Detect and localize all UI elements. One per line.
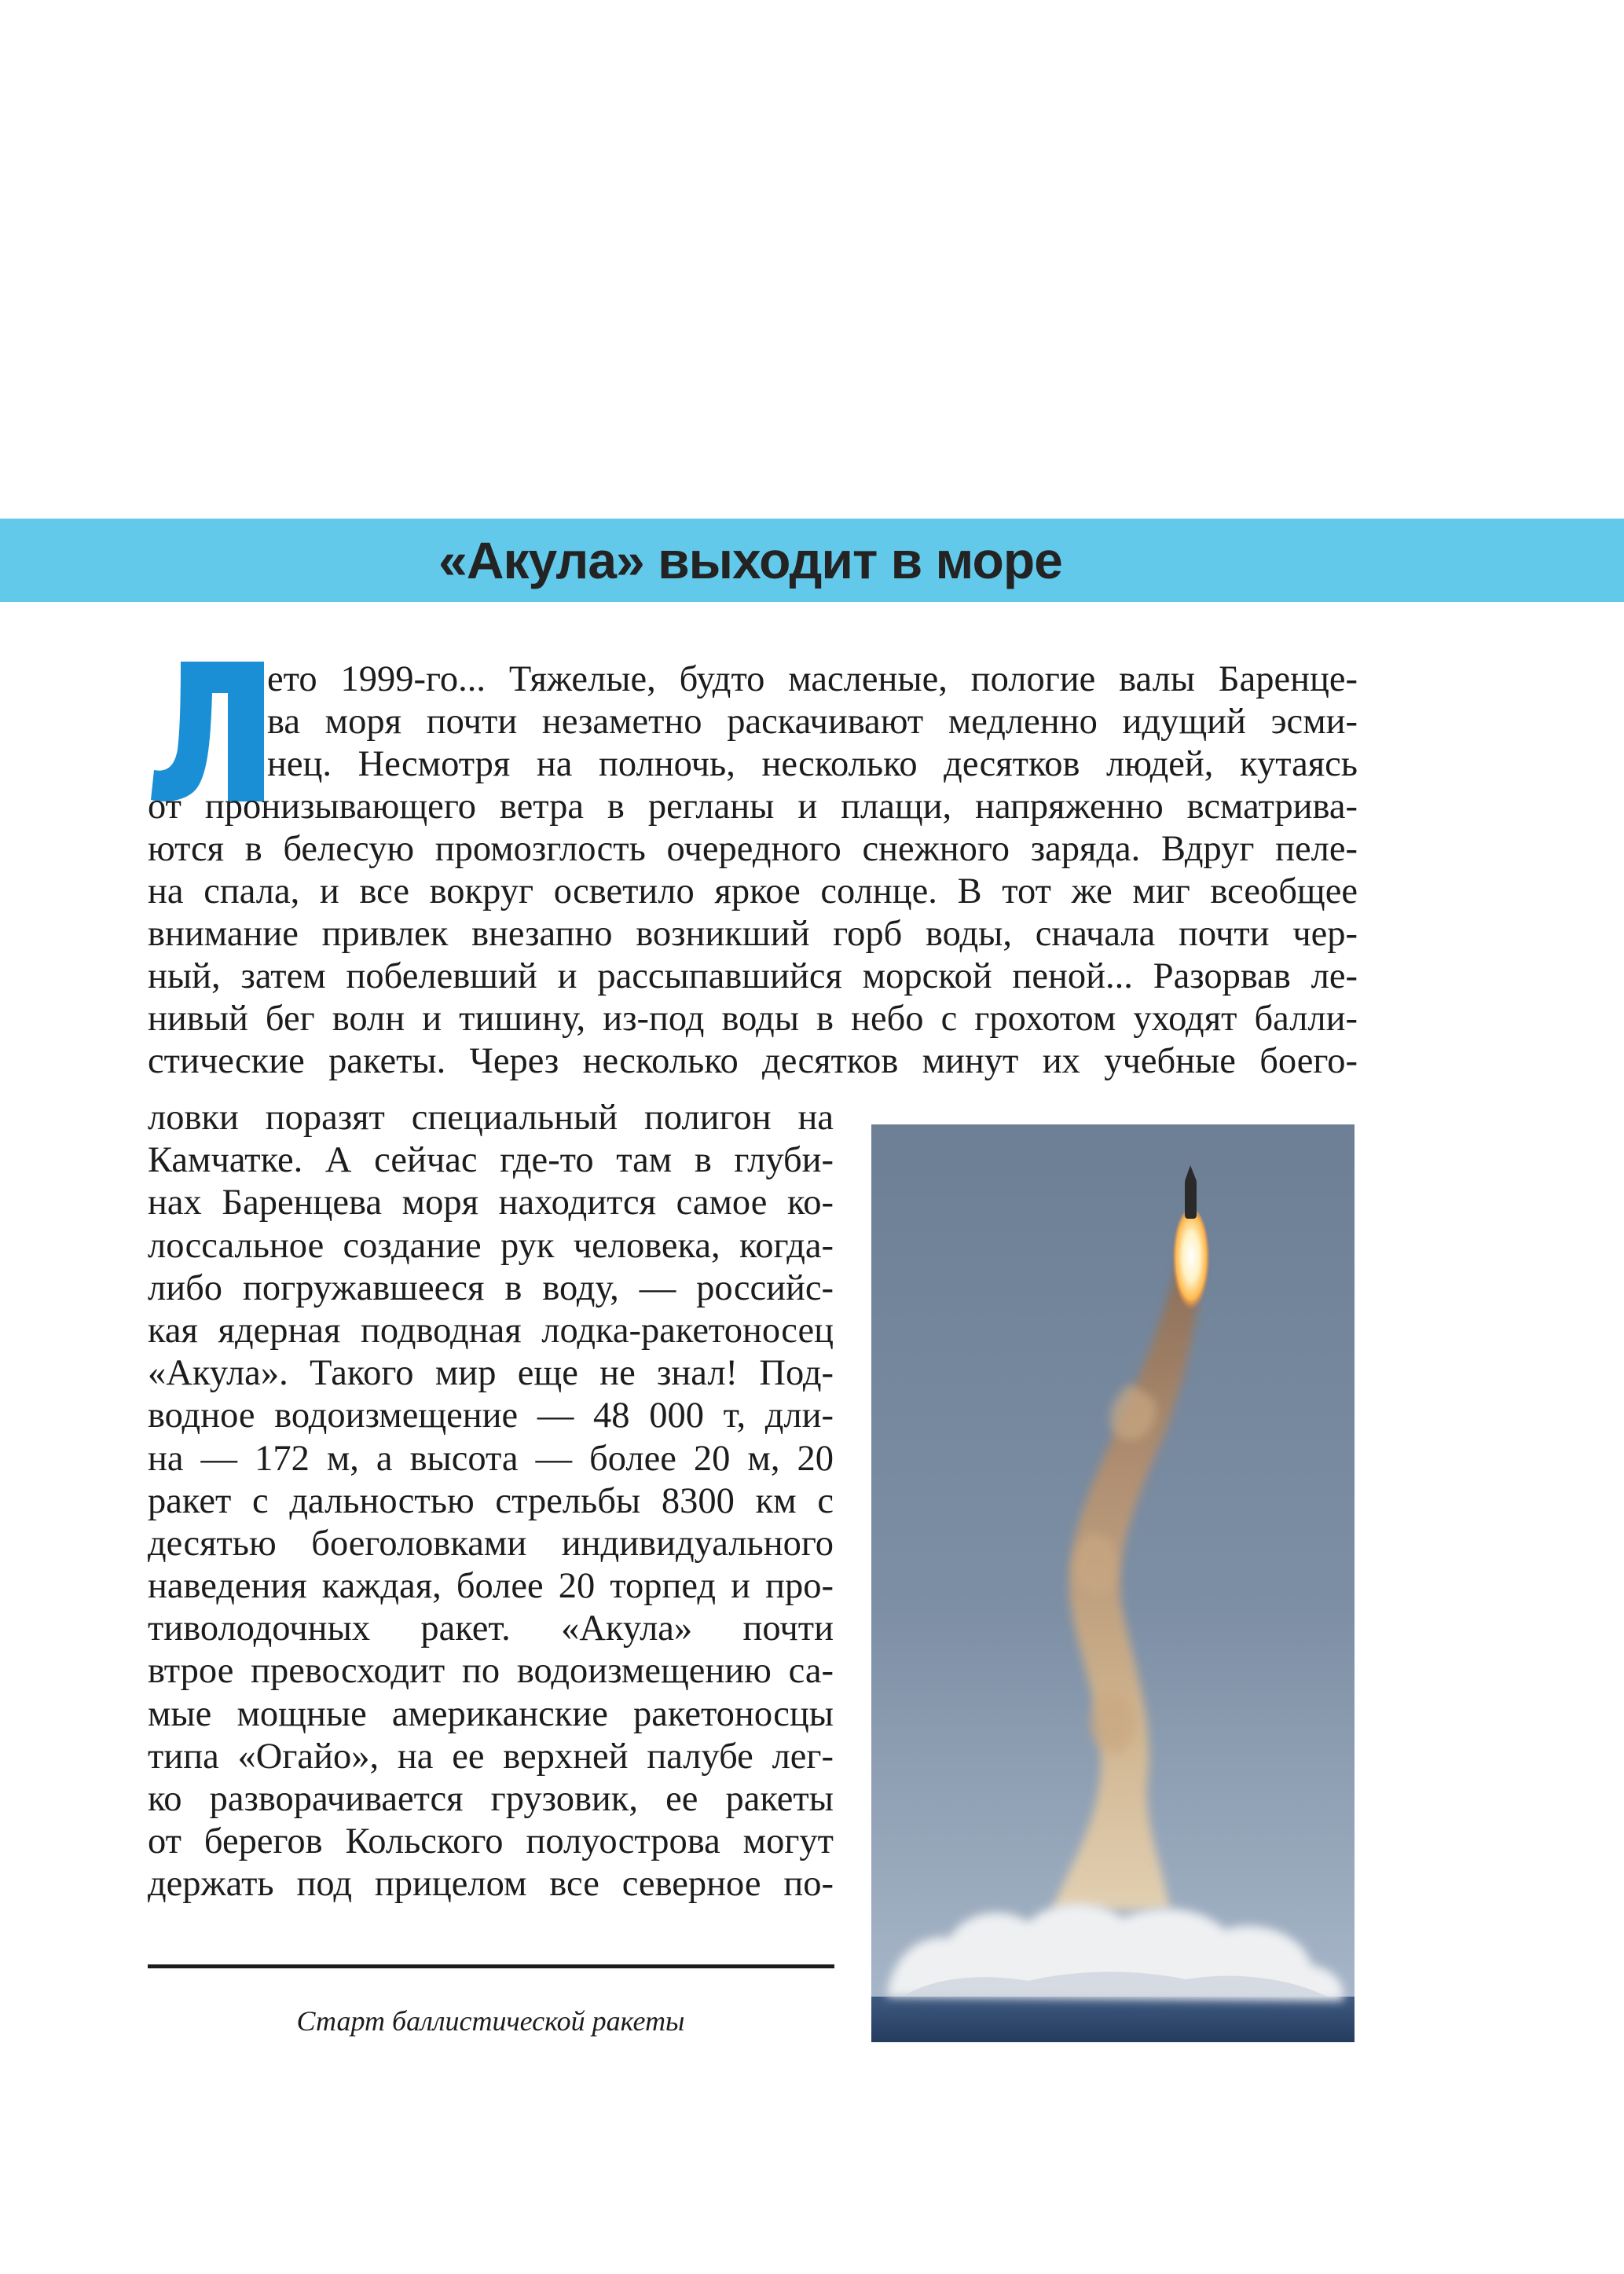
text-line: ко разворачивается грузовик, ее ракеты	[148, 1779, 834, 1819]
text-line: на — 172 м, а высота — более 20 м, 20	[148, 1438, 834, 1479]
text-line: десятью боеголовками индивидуального	[148, 1523, 834, 1564]
text-line: нивый бег волн и тишину, из-под воды в небо с грохотом уходят балли-	[148, 999, 1358, 1039]
text-line: водное водоизмещение — 48 000 т, дли-	[148, 1396, 834, 1436]
text-line: нец. Несмотря на полночь, несколько десятков людей, кутаясь	[267, 744, 1358, 784]
text-line: втрое превосходит по водоизмещению са-	[148, 1651, 834, 1692]
text-line: ва моря почти незаметно раскачивают медленно идущий эсми-	[267, 702, 1358, 742]
rocket-flame	[1172, 1209, 1210, 1315]
text-line: кая ядерная подводная лодка-ракетоносец	[148, 1310, 834, 1351]
missile-launch-photo	[871, 1124, 1355, 2042]
article-title: «Акула» выходит в море	[438, 531, 1062, 589]
text-line: от берегов Кольского полуострова могут	[148, 1821, 834, 1862]
lead-paragraph	[148, 658, 1358, 1083]
text-line: тиволодочных ракет. «Акула» почти	[148, 1608, 834, 1649]
text-line: ракет с дальностью стрельбы 8300 км с	[148, 1480, 834, 1521]
title-band	[0, 519, 1624, 602]
photo-caption: Старт баллистической ракеты	[296, 2005, 685, 2037]
text-line: держать под прицелом все северное по-	[148, 1864, 834, 1905]
text-line: мые мощные американские ракетоносцы	[148, 1693, 834, 1734]
text-line: стические ракеты. Через несколько десятков минут их учебные боего-	[148, 1041, 1358, 1081]
text-line: типа «Огайо», на ее верхней палубе лег-	[148, 1736, 834, 1777]
text-line: лоссальное создание рук человека, когда-	[148, 1225, 834, 1266]
text-line: «Акула». Такого мир еще не знал! Под-	[148, 1353, 834, 1394]
text-line: на спала, и все вокруг осветило яркое солнце. В тот же миг всеобщее	[148, 871, 1358, 911]
column-text	[148, 1097, 834, 1906]
text-line: ный, затем побелевший и рассыпавшийся морской пеной... Разорвав ле-	[148, 956, 1358, 996]
text-line: Камчатке. А сейчас где-то там в глуби-	[148, 1140, 834, 1181]
text-line: наведения каждая, более 20 торпед и про-	[148, 1566, 834, 1607]
text-line: ловки поразят специальный полигон на	[148, 1098, 834, 1138]
text-line: ето 1999-го... Тяжелые, будто масленые, пологие валы Баренце-	[267, 659, 1358, 699]
text-line: внимание привлек внезапно возникший горб воды, сначала почти чер-	[148, 914, 1358, 954]
text-line: нах Баренцева моря находится самое ко-	[148, 1183, 834, 1223]
text-line: либо погружавшееся в воду, — российс-	[148, 1267, 834, 1308]
text-line: ются в белесую промозглость очередного снежного заряда. Вдруг пеле-	[148, 829, 1358, 869]
sea	[871, 1997, 1355, 2042]
caption-rule	[148, 1964, 834, 1968]
rocket-body	[1185, 1179, 1197, 1219]
text-line: от пронизывающего ветра в регланы и плащи, напряженно всматрива-	[148, 787, 1358, 827]
